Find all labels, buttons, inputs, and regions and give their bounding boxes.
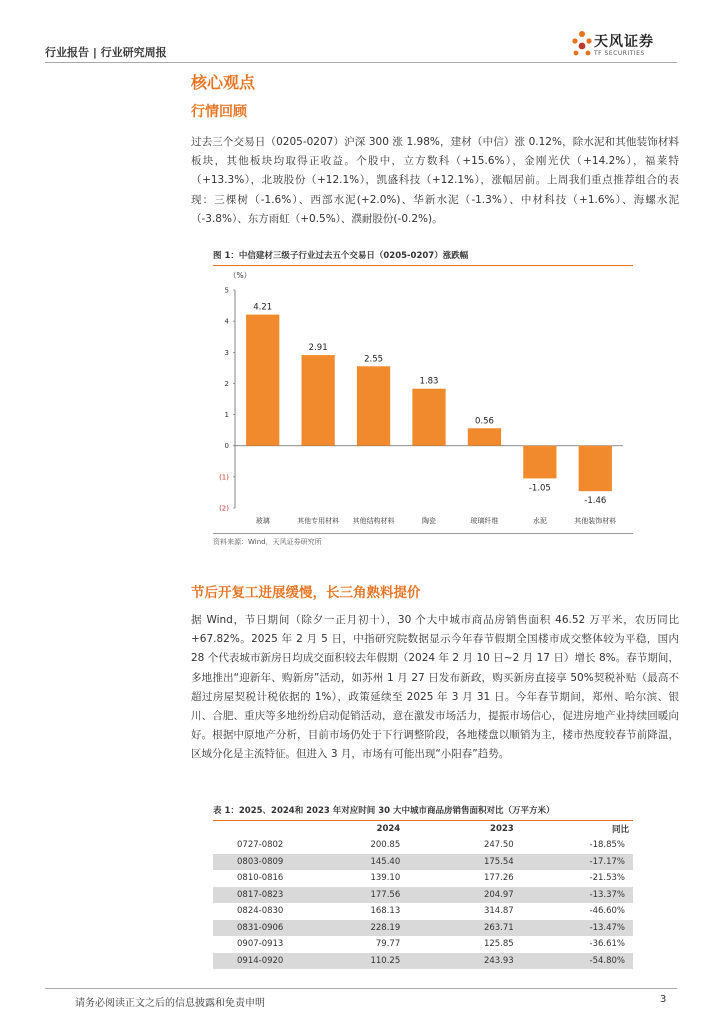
table-row: [213, 837, 633, 854]
y-tick-label: 2: [224, 379, 229, 388]
bar-chart: [213, 266, 633, 532]
x-category-label: 陶瓷: [422, 517, 436, 525]
table-cell-2024: 110.25: [328, 953, 439, 970]
table-row: [213, 887, 633, 904]
table-row: [213, 870, 633, 887]
y-tick-label: (2): [219, 504, 229, 513]
logo-text: 天风证券: [594, 34, 654, 50]
sales-area-table: [213, 821, 633, 969]
x-category-label: 玻璃纤维: [470, 517, 499, 525]
bar-value-label: -1.46: [584, 496, 607, 507]
table-cell-period: 0817-0823: [213, 887, 328, 904]
table-cell-yoy: -18.85%: [589, 840, 625, 851]
table-cell-yoy: -36.61%: [589, 939, 625, 950]
y-tick-label: 1: [224, 411, 229, 420]
table-cell-2023: 243.93: [438, 953, 557, 970]
table-cell-2024: 200.85: [370, 840, 401, 851]
y-tick-label: (1): [219, 473, 229, 482]
bar-7: [579, 446, 612, 491]
table-row: [213, 903, 633, 920]
table-cell-period: 0727-0802: [237, 840, 284, 851]
property-sales-paragraph: 据 Wind，节日期间（除夕一正月初十），30 个大中城市商品房销售面积 46.52 万平米，农历同比+67.82%。2025 年 2 月 5 日，中指研究院数据显示今年春节假期全国楼市成交整体较为平稳，国内 28 个代表城市新房日均成交面积较去年假期（2024 年 2 月 10 日~2 月 17 日）增长 8%。春节期间，多地推出“迎新年、购新房”活动，如苏州 1 月 27 日发布新政，购买新房直接享 50%契税补贴（最高不超过房屋契税计税依据的 1%），政策延续至 2025 年 3 月 31 日。今年春节期间，郑州、哈尔滨、银川、合肥、重庆等多地纷纷启动促销活动，意在激发市场活力，提振市场信心，促进房地产业持续回暖向好。根据中原地产分析，目前市场仍处于下行调整阶段，各地楼盘以顺销为主，楼市热度较春节前降温，区域分化是主流特征。但进入 3 月，市场有可能出现“小阳春”趋势。: [191, 614, 679, 761]
table-1-title: 表 1：2025、2024和 2023 年对应时间 30 大中城市商品房销售面积对比（万平方米）: [213, 806, 555, 816]
table-cell-period: 0907-0913: [237, 939, 284, 950]
figure-1-bottom-rule: [213, 533, 633, 534]
bar-6: [523, 446, 556, 479]
x-category-label: 其他专用材料: [297, 517, 340, 525]
table-cell-yoy: -54.80%: [558, 953, 633, 970]
table-cell-2024: 168.13: [370, 906, 401, 917]
bar-value-label: 2.91: [308, 343, 328, 354]
table-cell-period: 0831-0906: [213, 920, 328, 937]
section-title: 核心观点: [191, 73, 256, 92]
x-category-label: 其他结构材料: [352, 517, 395, 525]
y-axis-unit-label: （%）: [229, 271, 252, 280]
table-cell-period: 0824-0830: [237, 906, 284, 917]
table-header-cell: 同比: [611, 825, 629, 835]
table-header-row: [213, 821, 633, 837]
table-cell-yoy: -46.60%: [589, 906, 625, 917]
table-cell-yoy: -21.53%: [589, 873, 625, 884]
table-cell-2023: 204.97: [438, 887, 557, 904]
bar-value-label: 0.56: [474, 416, 494, 427]
bar-2: [302, 355, 335, 446]
table-cell-2024: 228.19: [328, 920, 439, 937]
figure-1-title: 图 1：中信建材三级子行业过去五个交易日（0205-0207）涨跌幅: [213, 251, 469, 261]
table-cell-2023: 263.71: [438, 920, 557, 937]
bar-5: [468, 428, 501, 445]
table-row: [213, 920, 633, 937]
y-tick-label: 5: [224, 286, 229, 295]
table-cell-period: 0803-0809: [213, 854, 328, 871]
y-tick-label: 4: [224, 317, 229, 326]
table-header-cell: 2024: [376, 824, 401, 834]
figure-1-source: 资料来源：Wind，天风证券研究所: [213, 538, 322, 546]
construction-progress-heading: 节后开复工进展缓慢，长三角熟料提价: [191, 585, 421, 601]
table-cell-yoy: -13.37%: [558, 887, 633, 904]
footer-divider: [45, 988, 677, 989]
page-number: 3: [660, 994, 667, 1005]
table-header-cell: 2023: [490, 824, 514, 834]
x-category-label: 其他装饰材料: [574, 517, 617, 525]
table-cell-2023: 247.50: [483, 840, 514, 851]
table-header-cell: [213, 821, 328, 837]
table-cell-2024: 145.40: [328, 854, 439, 871]
bar-value-label: 4.21: [253, 302, 273, 313]
x-category-label: 水泥: [532, 517, 547, 525]
table-cell-2023: 314.87: [483, 906, 514, 917]
table-cell-2024: 177.56: [328, 887, 439, 904]
y-tick-label: 3: [224, 348, 229, 357]
table-cell-period: 0914-0920: [213, 953, 328, 970]
table-cell-yoy: -13.47%: [558, 920, 633, 937]
table-cell-2023: 177.26: [483, 873, 514, 884]
table-row: [213, 854, 633, 871]
report-category: 行业报告 | 行业研究周报: [45, 46, 167, 59]
bar-4: [412, 389, 445, 446]
bar-1: [246, 315, 279, 446]
header-divider: [45, 62, 677, 63]
x-category-label: 玻璃: [255, 517, 270, 525]
bar-value-label: -1.05: [528, 483, 551, 494]
market-review-heading: 行情回顾: [191, 104, 247, 120]
bar-3: [357, 366, 390, 445]
bar-value-label: 1.83: [419, 376, 439, 387]
table-cell-2024: 139.10: [370, 873, 401, 884]
table-row: [213, 953, 633, 970]
table-row: [213, 936, 633, 953]
market-review-paragraph: 过去三个交易日（0205-0207）沪深 300 涨 1.98%，建材（中信）涨 0.12%，除水泥和其他装饰材料板块，其他板块均取得正收益。个股中，立方数科（+15.6%），金刚光伏（+14.2%），福莱特（+13.3%），北玻股份（+12.1%），凯盛科技（+12.1%），涨幅居前。上周我们重点推荐组合的表现：三棵树（-1.6%）、西部水泥(+2.0%)、华新水泥（-1.3%）、中材科技（+1.6%）、海螺水泥（-3.8%）、东方雨虹（+0.5%）、濮耐股份(-0.2%)。: [191, 136, 679, 225]
table-cell-yoy: -17.17%: [558, 854, 633, 871]
bar-value-label: 2.55: [364, 354, 384, 365]
table-cell-2023: 125.85: [483, 939, 514, 950]
y-tick-label: 0: [224, 442, 229, 451]
table-cell-2023: 175.54: [438, 854, 557, 871]
logo-subtext: TF SECURITIES: [594, 50, 645, 57]
table-cell-2024: 79.77: [375, 939, 401, 950]
footer-disclaimer: 请务必阅读正文之后的信息披露和免责申明: [75, 998, 265, 1009]
table-cell-period: 0810-0816: [237, 873, 284, 884]
